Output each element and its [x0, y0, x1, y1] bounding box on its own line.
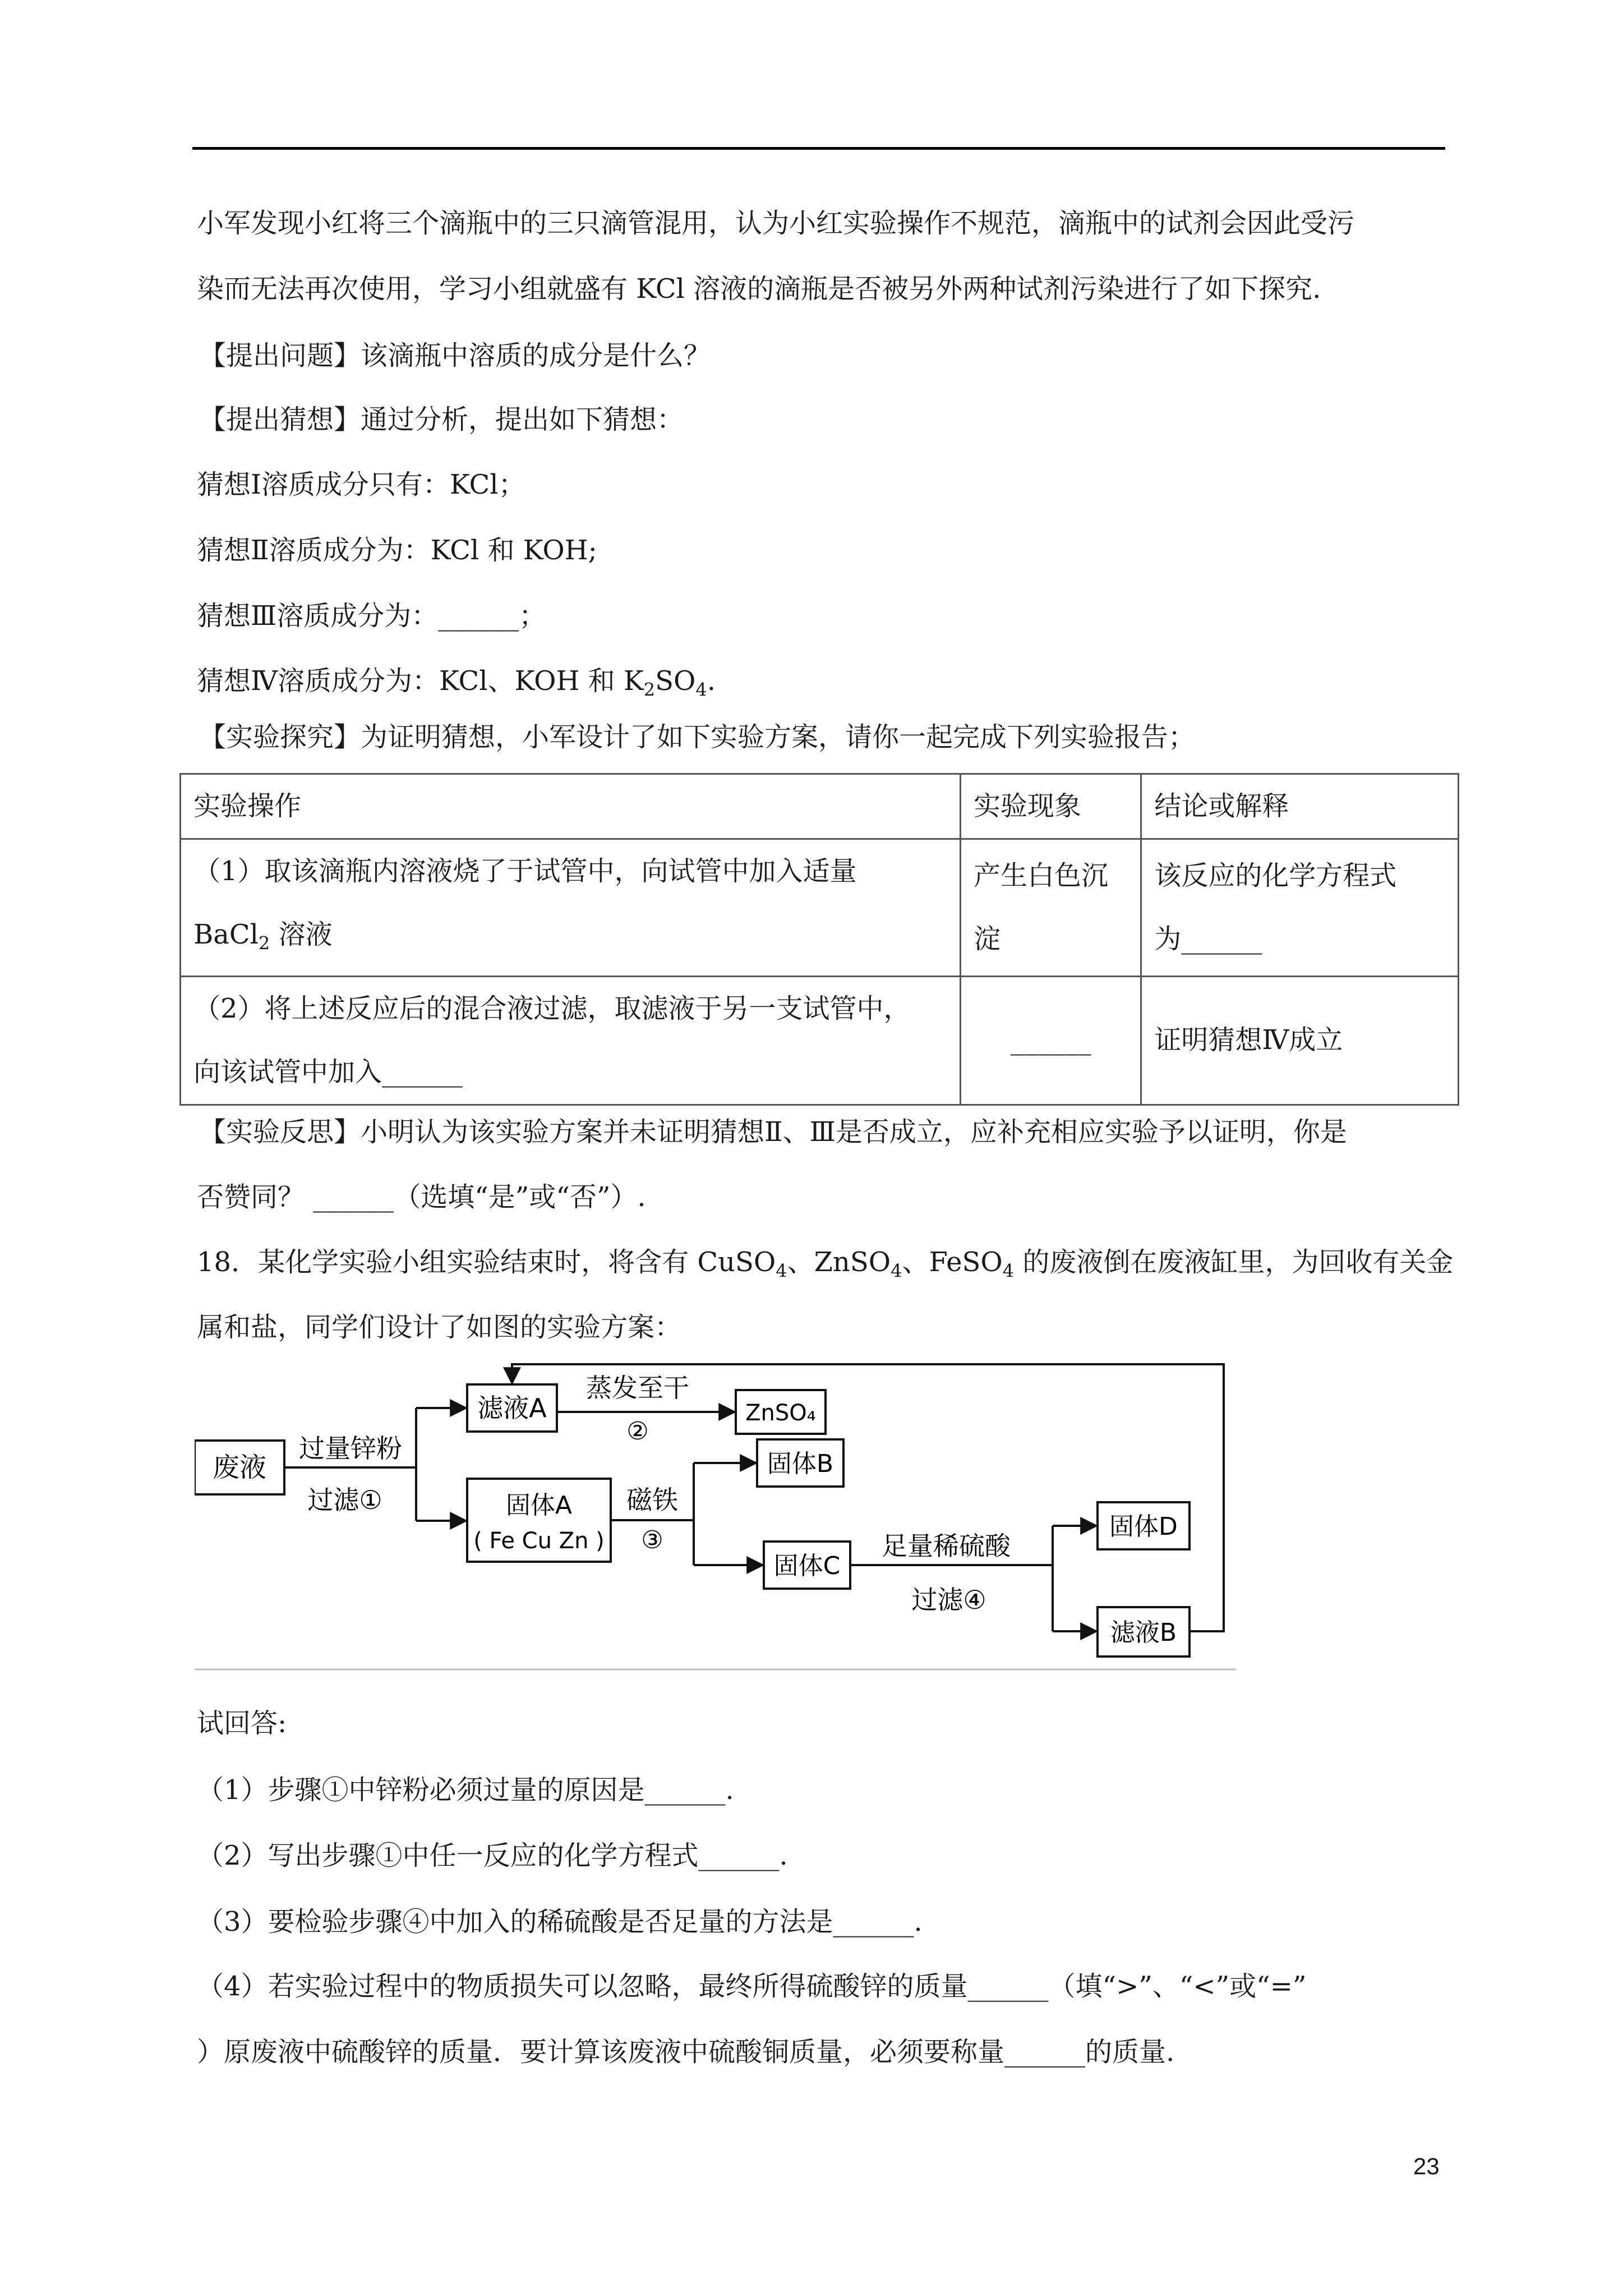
step1-operation: 过滤① — [307, 1485, 382, 1515]
row1-operation-line1: （1）取该滴瓶内溶液烧了于试管中，向试管中加入适量 — [193, 855, 857, 887]
hypothesis-intro: 【提出猜想】通过分析，提出如下猜想： — [199, 404, 684, 435]
intro-line-1: 小军发现小红将三个滴瓶中的三只滴管混用，认为小红实验操作不规范，滴瓶中的试剂会因此受污 — [197, 208, 1355, 239]
answer-1: （1）步骤①中锌粉必须过量的原因是______. — [197, 1774, 734, 1806]
row1-conclusion-line2: 为______ — [1154, 923, 1262, 955]
q18-sub-c: 4 — [1002, 1260, 1015, 1282]
row2-conclusion: 证明猜想Ⅳ成立 — [1141, 976, 1459, 1105]
solid-b-label: 固体B — [767, 1450, 834, 1478]
solid-a-label: 固体A — [505, 1491, 573, 1520]
hypothesis-3 — [197, 599, 546, 633]
znso4-label: ZnSO₄ — [745, 1400, 816, 1426]
header-operation: 实验操作 — [181, 774, 961, 839]
row2-operation-line2: 向该试管中加入______ — [193, 1056, 463, 1088]
filtrate-b-label: 滤液B — [1110, 1618, 1177, 1647]
hypothesis-4-end: . — [707, 665, 716, 697]
solid-d-label: 固体D — [1109, 1512, 1178, 1541]
reflection-line-1: 【实验反思】小明认为该实验方案并未证明猜想Ⅱ、Ⅲ是否成立，应补充相应实验予以证明，你是 — [199, 1116, 1347, 1148]
hypothesis-4-text: 猜想Ⅳ溶质成分为：KCl、KOH 和 K — [197, 665, 644, 697]
answer-2: （2）写出步骤①中任一反应的化学方程式______. — [197, 1840, 788, 1871]
solid-a-composition: ( Fe Cu Zn ) — [473, 1528, 605, 1554]
row1-sub-2: 2 — [258, 932, 270, 954]
magnet-step: ③ — [641, 1526, 663, 1554]
page-number: 23 — [1413, 2153, 1440, 2179]
row1-bacl: BaCl — [193, 919, 259, 950]
q18-sub-a: 4 — [776, 1260, 787, 1282]
q18-text-d: 的废液倒在废液缸里，为回收有关金 — [1014, 1246, 1454, 1278]
recycle-arrow — [512, 1364, 1224, 1631]
answer-4-line-1: （4）若实验过程中的物质损失可以忽略，最终所得硫酸锌的质量______（填“>”、“<”或“=” — [197, 1971, 1307, 2002]
hypothesis-2: 猜想Ⅱ溶质成分为：KCl 和 KOH; — [197, 535, 597, 566]
evaporate-label: 蒸发至干 — [586, 1373, 689, 1403]
q18-line-2: 属和盐，同学们设计了如图的实验方案： — [197, 1312, 682, 1343]
acid-label: 足量稀硫酸 — [882, 1531, 1011, 1561]
q18-text-b: 、ZnSO — [787, 1246, 891, 1278]
evaporate-step: ② — [626, 1417, 649, 1446]
row1-phenomenon-line1: 产生白色沉 — [973, 859, 1108, 891]
q18-line-1 — [197, 1245, 1453, 1288]
magnet-label: 磁铁 — [626, 1485, 678, 1515]
row1-phenomenon-line2: 淀 — [973, 923, 1000, 955]
row1-conclusion — [1141, 839, 1459, 977]
answers-prompt: 试回答: — [197, 1708, 287, 1739]
q18-text-c: 、FeSO — [902, 1246, 1003, 1278]
table-header-row — [181, 774, 1459, 839]
header-conclusion: 结论或解释 — [1141, 774, 1459, 839]
experiment-report-table — [179, 773, 1459, 1106]
solid-c-label: 固体C — [773, 1552, 841, 1580]
hypothesis-3-text: 猜想Ⅲ溶质成分为： — [197, 600, 439, 632]
q18-text-a: 18．某化学实验小组实验结束时，将含有 CuSO — [197, 1246, 776, 1278]
hypothesis-4-sub-2: 2 — [643, 679, 656, 701]
row1-conclusion-line1: 该反应的化学方程式 — [1154, 859, 1397, 891]
process-flow-diagram — [195, 1362, 1236, 1671]
reflection-line-2: 否赞同？ ______（选填“是”或“否”）. — [197, 1181, 646, 1213]
experiment-intro: 【实验探究】为证明猜想，小军设计了如下实验方案，请你一起完成下列实验报告； — [199, 721, 1196, 753]
row2-operation — [181, 976, 961, 1105]
acid-step: 过滤④ — [911, 1585, 986, 1615]
hypothesis-1: 猜想Ⅰ溶质成分只有：KCl； — [197, 469, 525, 500]
hypothesis-4-sub-4: 4 — [695, 679, 707, 701]
answer-3: （3）要检验步骤④中加入的稀硫酸是否足量的方法是______. — [197, 1906, 923, 1938]
row2-operation-line1: （2）将上述反应后的混合液过滤，取滤液于另一支试管中， — [193, 992, 911, 1024]
waste-label: 废液 — [212, 1452, 267, 1483]
hypothesis-4-so: SO — [655, 665, 696, 697]
filtrate-a-label: 滤液A — [477, 1393, 547, 1423]
q18-sub-b: 4 — [891, 1260, 902, 1282]
header-phenomenon: 实验现象 — [960, 774, 1141, 839]
table-row — [181, 976, 1459, 1105]
hypothesis-4 — [197, 664, 716, 707]
row1-operation — [181, 839, 961, 977]
hypothesis-3-end: ； — [519, 600, 546, 632]
row2-phenomenon: ______ — [960, 976, 1141, 1105]
hypothesis-3-blank: ______ — [438, 600, 519, 632]
row1-operation-line2 — [193, 903, 947, 976]
answer-4-line-2: ）原废液中硫酸锌的质量．要计算该废液中硫酸铜质量，必须要称量______的质量. — [197, 2036, 1175, 2068]
row1-solution: 溶液 — [270, 919, 333, 950]
table-row — [181, 839, 1459, 977]
question-line: 【提出问题】该滴瓶中溶质的成分是什么？ — [199, 340, 711, 371]
row1-phenomenon — [960, 839, 1141, 977]
header-rule — [192, 147, 1445, 150]
step1-reagent: 过量锌粉 — [299, 1433, 402, 1464]
intro-line-2: 染而无法再次使用，学习小组就盛有 KCl 溶液的滴瓶是否被另外两种试剂污染进行了如下探究. — [197, 273, 1321, 305]
